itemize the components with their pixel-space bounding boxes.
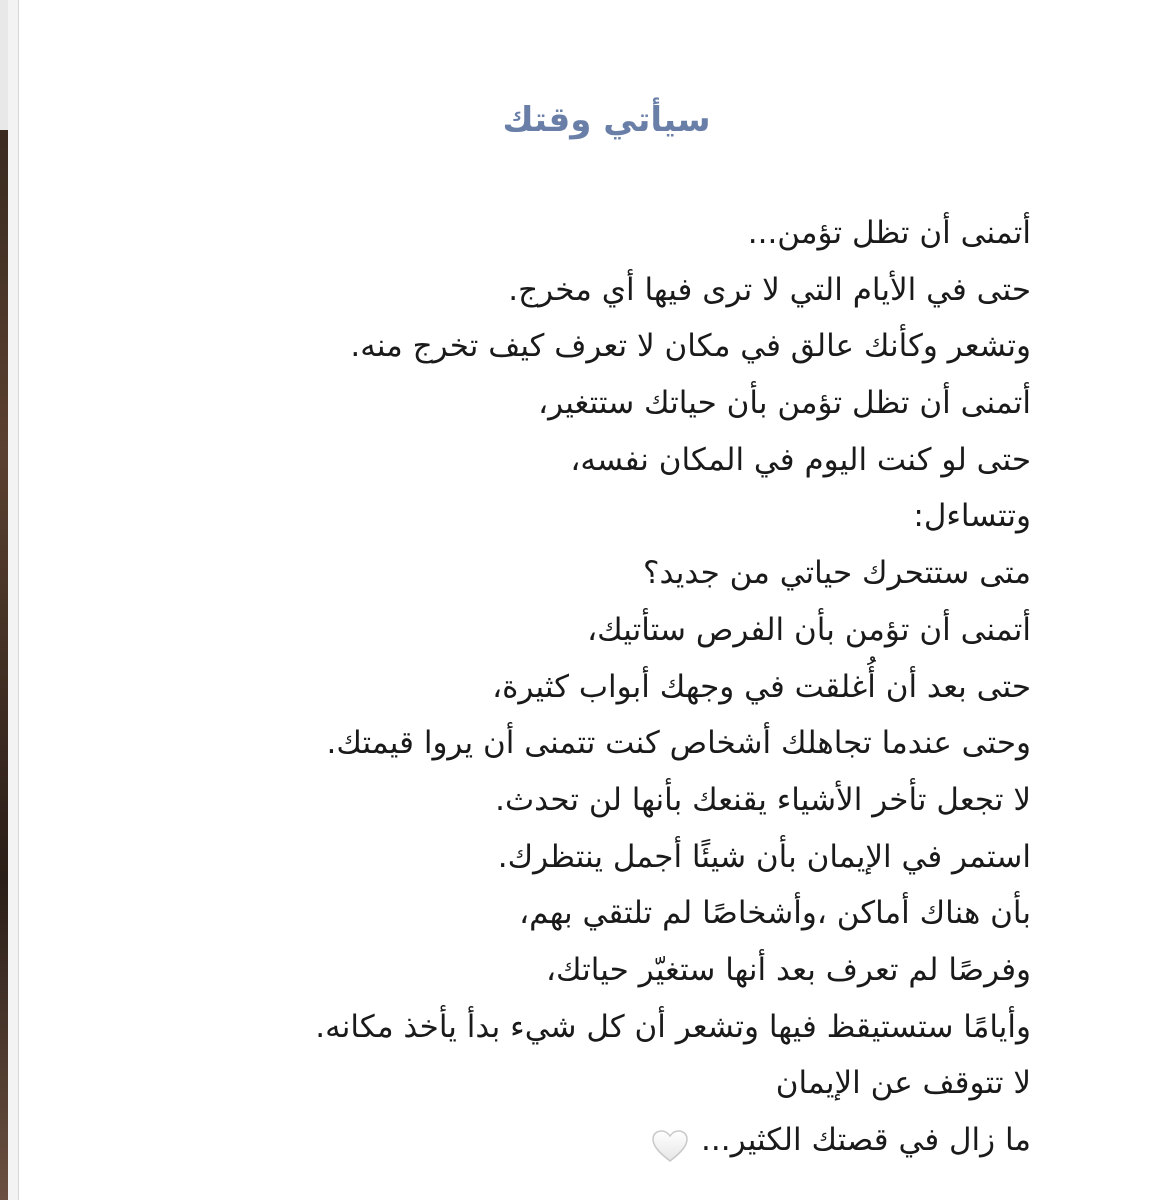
poem-line: بأن هناك أماكن ،وأشخاصًا لم تلتقي بهم، [519,895,1031,932]
poem-line: وأيامًا ستستيقظ فيها وتشعر أن كل شيء بدأ يأخذ مكانه. [315,1008,1031,1045]
poem-line: أتمنى أن تؤمن بأن الفرص ستأتيك، [587,611,1031,648]
poem-line: حتى في الأيام التي لا ترى فيها أي مخرج. [508,271,1031,308]
poem-title: سيأتي وقتك [502,100,711,140]
poem-line: أتمنى أن تظل تؤمن... [747,215,1031,251]
poem-line: وتشعر وكأنك عالق في مكان لا تعرف كيف تخرج منه. [350,328,1031,365]
page-margin [8,0,18,1200]
poem-line: لا تتوقف عن الإيمان [775,1065,1031,1102]
poem-line: أتمنى أن تظل تؤمن بأن حياتك ستتغير، [538,385,1031,422]
poem-line: استمر في الإيمان بأن شيئًا أجمل ينتظرك. [497,838,1031,875]
poem-line: وحتى عندما تجاهلك أشخاص كنت تتمنى أن يروا قيمتك. [326,725,1031,762]
poem-line: وتتساءل: [913,498,1031,535]
poem-line: حتى لو كنت اليوم في المكان نفسه، [570,441,1031,478]
left-edge-strip [0,130,8,1200]
poem-last-line [111,1112,1031,1169]
poem-line: متى ستتحرك حياتي من جديد؟ [643,555,1031,592]
poem-line-text: ما زال في قصتك الكثير... [701,1122,1031,1158]
page-border [18,0,19,1200]
poem-line: لا تجعل تأخر الأشياء يقنعك بأنها لن تحدث. [495,781,1031,818]
poem-line: حتى بعد أن أُغلقت في وجهك أبواب كثيرة، [492,668,1031,705]
white-heart-icon [651,1125,689,1159]
poem-line: وفرصًا لم تعرف بعد أنها ستغيّر حياتك، [546,951,1031,988]
poem-body [111,205,1031,1169]
